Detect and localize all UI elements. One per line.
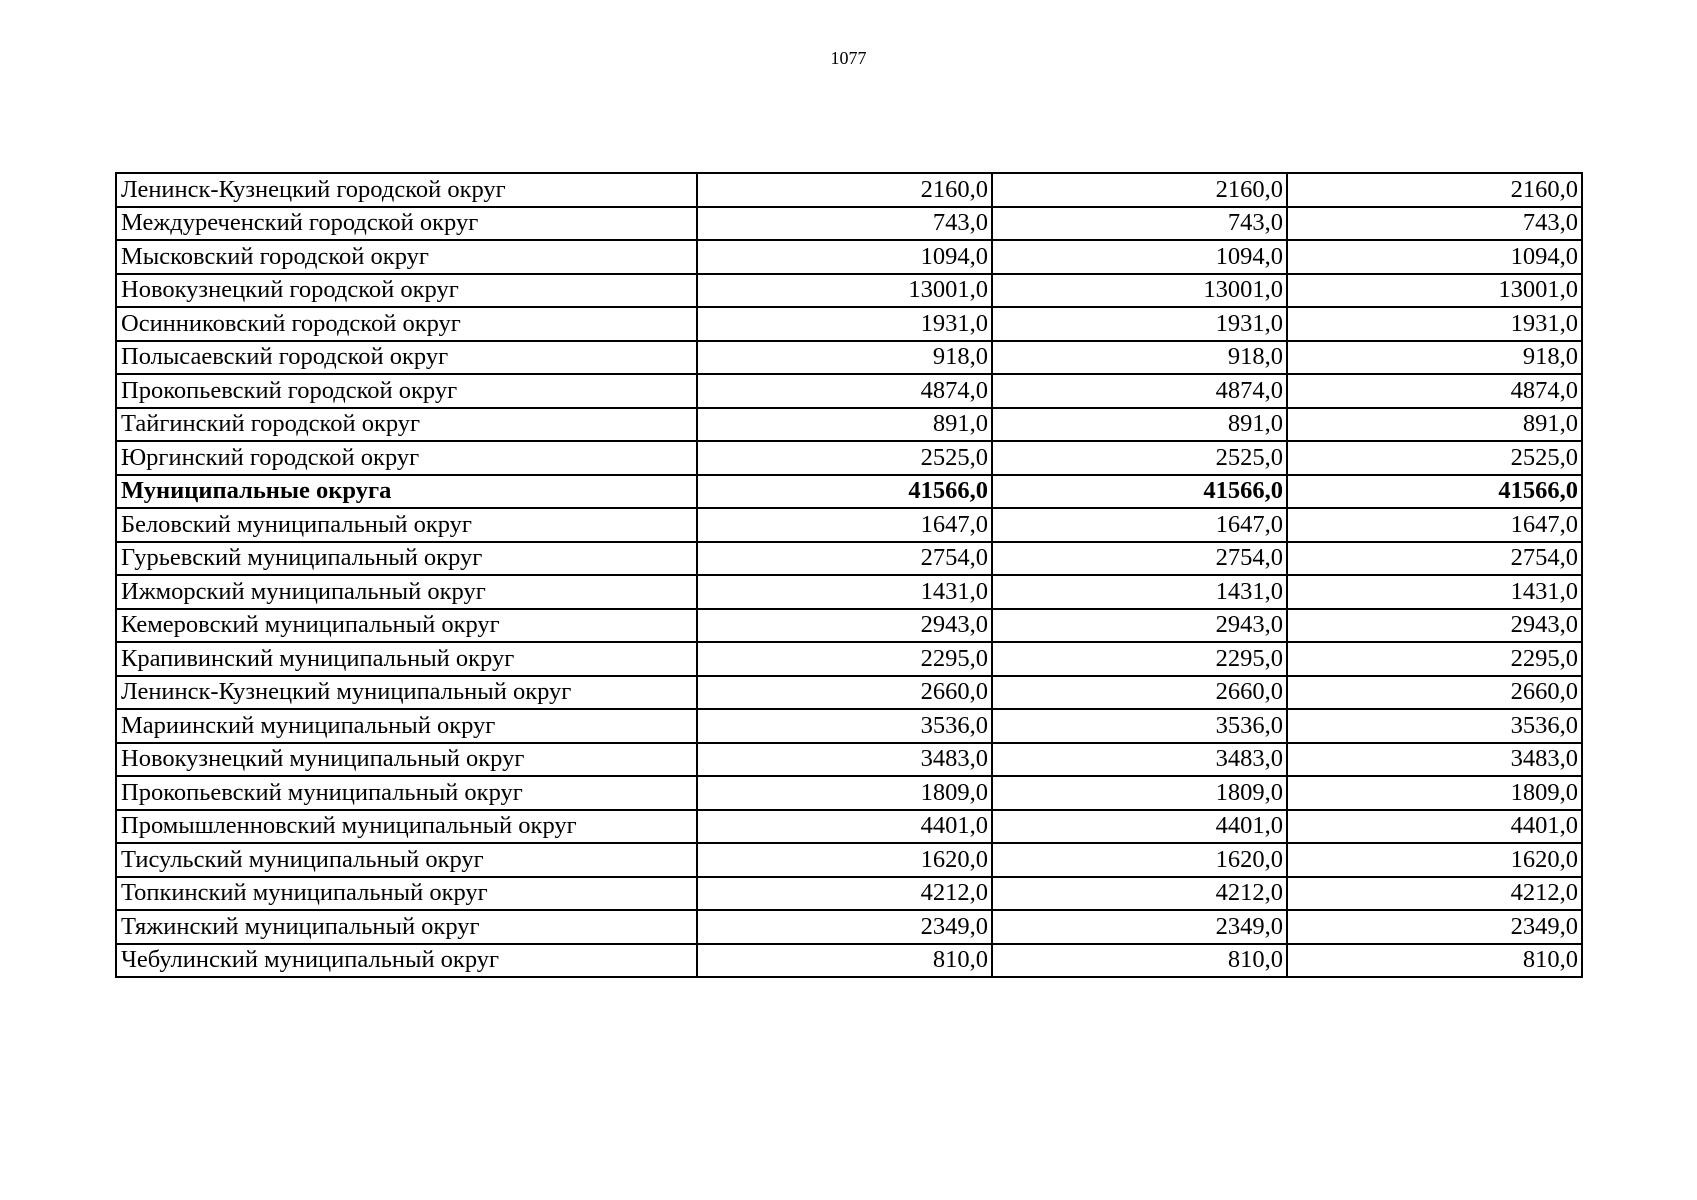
row-value-3-cell: 4212,0: [1287, 877, 1582, 911]
row-value-1-cell: 810,0: [697, 944, 992, 978]
row-value-1-cell: 2754,0: [697, 542, 992, 576]
row-value-1-cell: 4874,0: [697, 374, 992, 408]
row-name-cell: Тяжинский муниципальный округ: [116, 910, 697, 944]
row-name-cell: Мысковский городской округ: [116, 240, 697, 274]
table-row-subtotal: [116, 475, 1582, 509]
row-value-1-cell: 2660,0: [697, 676, 992, 710]
row-value-3-cell: 810,0: [1287, 944, 1582, 978]
row-value-1-cell: 4212,0: [697, 877, 992, 911]
row-value-2-cell: 918,0: [992, 341, 1287, 375]
row-name-cell: Крапивинский муниципальный округ: [116, 642, 697, 676]
row-value-3-cell: 4401,0: [1287, 810, 1582, 844]
row-value-2-cell: 1809,0: [992, 776, 1287, 810]
row-value-1-cell: 2349,0: [697, 910, 992, 944]
table-row: [116, 676, 1582, 710]
row-value-3-cell: 1094,0: [1287, 240, 1582, 274]
row-name-cell: Тисульский муниципальный округ: [116, 843, 697, 877]
row-name-cell: Кемеровский муниципальный округ: [116, 609, 697, 643]
table-row: [116, 307, 1582, 341]
table-row: [116, 776, 1582, 810]
table-row: [116, 609, 1582, 643]
row-value-2-cell: 2943,0: [992, 609, 1287, 643]
row-value-2-cell: 2349,0: [992, 910, 1287, 944]
row-name-cell: Ленинск-Кузнецкий городской округ: [116, 173, 697, 207]
row-value-2-cell: 1931,0: [992, 307, 1287, 341]
row-value-1-cell: 2295,0: [697, 642, 992, 676]
row-name-cell: Гурьевский муниципальный округ: [116, 542, 697, 576]
row-name-cell: Междуреченский городской округ: [116, 207, 697, 241]
table-row: [116, 910, 1582, 944]
row-value-3-cell: 13001,0: [1287, 274, 1582, 308]
row-value-1-cell: 1647,0: [697, 508, 992, 542]
table-row: [116, 408, 1582, 442]
row-name-cell: Ленинск-Кузнецкий муниципальный округ: [116, 676, 697, 710]
row-value-1-cell: 2943,0: [697, 609, 992, 643]
data-table: [115, 172, 1583, 978]
table-row: [116, 877, 1582, 911]
row-value-3-cell: 2295,0: [1287, 642, 1582, 676]
row-value-2-cell: 13001,0: [992, 274, 1287, 308]
table-row: [116, 240, 1582, 274]
row-value-1-cell: 13001,0: [697, 274, 992, 308]
row-value-3-cell: 891,0: [1287, 408, 1582, 442]
row-name-cell: Промышленновский муниципальный округ: [116, 810, 697, 844]
row-name-cell: Прокопьевский муниципальный округ: [116, 776, 697, 810]
row-value-1-cell: 4401,0: [697, 810, 992, 844]
row-value-1-cell: 1620,0: [697, 843, 992, 877]
row-value-3-cell: 2160,0: [1287, 173, 1582, 207]
row-value-2-cell: 4874,0: [992, 374, 1287, 408]
row-value-3-cell: 1931,0: [1287, 307, 1582, 341]
table-row: [116, 944, 1582, 978]
row-value-2-cell: 2525,0: [992, 441, 1287, 475]
row-value-2-cell: 1094,0: [992, 240, 1287, 274]
table-row: [116, 341, 1582, 375]
row-value-1-cell: 3483,0: [697, 743, 992, 777]
row-value-3-cell: 3536,0: [1287, 709, 1582, 743]
table-row: [116, 843, 1582, 877]
row-name-cell: Новокузнецкий городской округ: [116, 274, 697, 308]
row-name-cell: Топкинский муниципальный округ: [116, 877, 697, 911]
row-value-2-cell: 2295,0: [992, 642, 1287, 676]
row-value-1-cell: 3536,0: [697, 709, 992, 743]
row-value-2-cell: 743,0: [992, 207, 1287, 241]
row-value-1-cell: 1431,0: [697, 575, 992, 609]
row-value-3-cell: 3483,0: [1287, 743, 1582, 777]
table-body: [116, 173, 1582, 977]
table-row: [116, 441, 1582, 475]
table-row: [116, 173, 1582, 207]
row-value-2-cell: 810,0: [992, 944, 1287, 978]
row-value-1-cell: 743,0: [697, 207, 992, 241]
row-value-2-cell: 2660,0: [992, 676, 1287, 710]
table-row: [116, 508, 1582, 542]
page-number: 1077: [830, 48, 867, 68]
row-value-3-cell: 2349,0: [1287, 910, 1582, 944]
table-row: [116, 207, 1582, 241]
row-name-cell: Муниципальные округа: [116, 475, 697, 509]
row-value-3-cell: 2943,0: [1287, 609, 1582, 643]
table-row: [116, 274, 1582, 308]
row-value-3-cell: 2525,0: [1287, 441, 1582, 475]
row-value-1-cell: 41566,0: [697, 475, 992, 509]
row-name-cell: Беловский муниципальный округ: [116, 508, 697, 542]
table-row: [116, 642, 1582, 676]
row-value-2-cell: 2160,0: [992, 173, 1287, 207]
table-row: [116, 542, 1582, 576]
row-value-1-cell: 2160,0: [697, 173, 992, 207]
row-value-1-cell: 2525,0: [697, 441, 992, 475]
row-value-2-cell: 891,0: [992, 408, 1287, 442]
row-value-2-cell: 1431,0: [992, 575, 1287, 609]
row-name-cell: Чебулинский муниципальный округ: [116, 944, 697, 978]
row-name-cell: Юргинский городской округ: [116, 441, 697, 475]
row-name-cell: Осинниковский городской округ: [116, 307, 697, 341]
row-value-3-cell: 743,0: [1287, 207, 1582, 241]
table-row: [116, 374, 1582, 408]
row-value-3-cell: 1620,0: [1287, 843, 1582, 877]
row-name-cell: Мариинский муниципальный округ: [116, 709, 697, 743]
row-value-1-cell: 891,0: [697, 408, 992, 442]
row-name-cell: Прокопьевский городской округ: [116, 374, 697, 408]
table-row: [116, 575, 1582, 609]
row-value-1-cell: 1094,0: [697, 240, 992, 274]
row-value-2-cell: 3536,0: [992, 709, 1287, 743]
row-value-1-cell: 918,0: [697, 341, 992, 375]
row-name-cell: Новокузнецкий муниципальный округ: [116, 743, 697, 777]
row-value-2-cell: 3483,0: [992, 743, 1287, 777]
row-value-2-cell: 4212,0: [992, 877, 1287, 911]
row-value-3-cell: 1809,0: [1287, 776, 1582, 810]
row-value-3-cell: 4874,0: [1287, 374, 1582, 408]
row-value-3-cell: 918,0: [1287, 341, 1582, 375]
row-name-cell: Полысаевский городской округ: [116, 341, 697, 375]
row-name-cell: Тайгинский городской округ: [116, 408, 697, 442]
row-value-3-cell: 41566,0: [1287, 475, 1582, 509]
row-value-3-cell: 1647,0: [1287, 508, 1582, 542]
row-value-2-cell: 1620,0: [992, 843, 1287, 877]
row-value-2-cell: 1647,0: [992, 508, 1287, 542]
row-name-cell: Ижморский муниципальный округ: [116, 575, 697, 609]
table-row: [116, 709, 1582, 743]
table-row: [116, 810, 1582, 844]
row-value-1-cell: 1809,0: [697, 776, 992, 810]
table-row: [116, 743, 1582, 777]
row-value-1-cell: 1931,0: [697, 307, 992, 341]
row-value-3-cell: 1431,0: [1287, 575, 1582, 609]
row-value-2-cell: 41566,0: [992, 475, 1287, 509]
row-value-2-cell: 4401,0: [992, 810, 1287, 844]
row-value-2-cell: 2754,0: [992, 542, 1287, 576]
row-value-3-cell: 2754,0: [1287, 542, 1582, 576]
row-value-3-cell: 2660,0: [1287, 676, 1582, 710]
